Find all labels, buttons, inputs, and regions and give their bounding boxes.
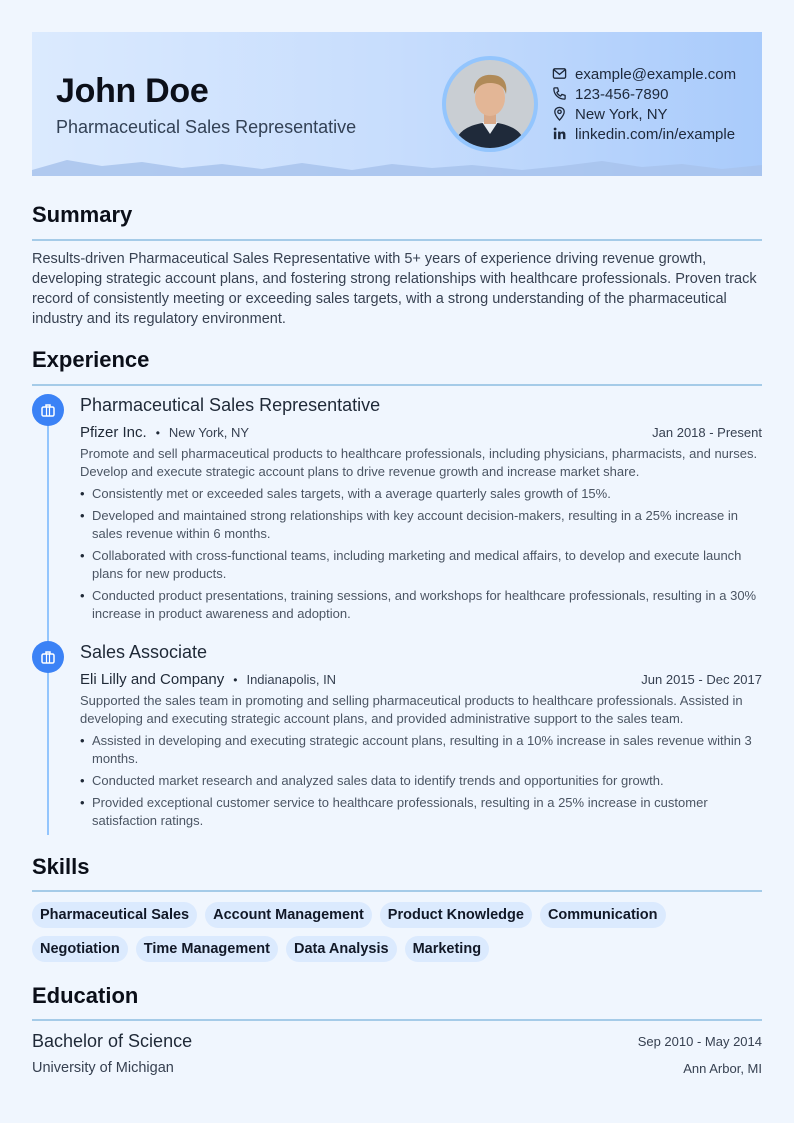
skills-heading: Skills <box>32 854 90 879</box>
briefcase-icon <box>40 649 56 665</box>
job-location: Indianapolis, IN <box>246 671 337 687</box>
job-location: New York, NY <box>168 424 250 440</box>
experience-heading: Experience <box>32 347 150 372</box>
contact-email[interactable] <box>552 64 736 84</box>
skill-chip: Data Analysis <box>286 936 397 962</box>
job-2-marker <box>32 641 64 673</box>
linkedin-icon <box>552 126 568 142</box>
contact-phone-text: 123-456-7890 <box>575 85 669 103</box>
list-item: • Developed and maintained strong relationships with key account decision-makers, resulting in a 25% increase in sales revenue within 6 months. <box>80 507 762 543</box>
header-wave-decoration <box>32 158 762 176</box>
job-1 <box>80 395 762 627</box>
job-description: Supported the sales team in promoting and selling pharmaceutical products to healthcare professionals. Assisted in developing and executing strategic account plans, and provided administrative support to the sales team. <box>80 693 743 726</box>
skill-chip: Time Management <box>136 936 278 962</box>
briefcase-icon <box>40 402 56 418</box>
job-company: Pfizer Inc. <box>80 423 147 441</box>
list-item: • Assisted in developing and executing strategic account plans, resulting in a 10% increase in sales revenue within 3 months. <box>80 732 762 768</box>
education-dates: Sep 2010 - May 2014 <box>637 1034 762 1049</box>
contact-linkedin-text: linkedin.com/in/example <box>575 125 736 143</box>
job-title: Sales Associate <box>80 642 208 662</box>
list-item: • Consistently met or exceeded sales targets, with a average quarterly sales growth of 15%. <box>80 485 762 503</box>
education-location: Ann Arbor, MI <box>683 1060 762 1076</box>
phone-icon <box>552 86 568 102</box>
skill-chip: Negotiation <box>32 936 128 962</box>
education-school: University of Michigan <box>32 1060 174 1076</box>
separator-dot: • <box>155 425 160 440</box>
education-divider <box>32 1019 762 1021</box>
skill-chip: Communication <box>540 902 666 928</box>
contact-location-text: New York, NY <box>575 105 668 123</box>
contact-list <box>552 64 736 144</box>
education-heading: Education <box>32 983 139 1008</box>
job-achievements <box>80 485 762 623</box>
skills-divider <box>32 890 762 892</box>
education-row-primary <box>32 1031 762 1052</box>
summary-text: Results-driven Pharmaceutical Sales Representative with 5+ years of experience driving revenue growth, developing strategic account plans, and fostering strong relationships with healthcare professionals. Proven track record of consistently meeting or exceeding sales targets, with a strong understanding of the pharmaceutical industry and its regulatory environment. <box>32 251 757 327</box>
experience-divider <box>32 384 762 386</box>
education-degree: Bachelor of Science <box>32 1031 193 1051</box>
contact-phone[interactable] <box>552 84 736 104</box>
job-meta <box>80 421 762 443</box>
job-title: Pharmaceutical Sales Representative <box>80 395 381 415</box>
skills-list <box>32 902 762 962</box>
skill-chip: Pharmaceutical Sales <box>32 902 197 928</box>
skill-chip: Product Knowledge <box>380 902 532 928</box>
contact-location <box>552 104 736 124</box>
mail-icon <box>552 66 568 82</box>
separator-dot: • <box>233 672 238 687</box>
summary-heading: Summary <box>32 202 133 227</box>
resume-header <box>32 32 762 176</box>
list-item: • Conducted product presentations, training sessions, and workshops for healthcare professionals, resulting in a 30% increase in product awareness and adoption. <box>80 587 762 623</box>
job-company: Eli Lilly and Company <box>80 670 225 688</box>
job-2 <box>80 642 762 834</box>
job-description: Promote and sell pharmaceutical products to healthcare professionals, including physicians, pharmacists, and nurses. Develop and execute strategic account plans to drive revenue growth and increase market share. <box>80 446 758 479</box>
candidate-role: Pharmaceutical Sales Representative <box>56 117 357 137</box>
list-item: • Collaborated with cross-functional teams, including marketing and medical affairs, to develop and execute launch plans for new products. <box>80 547 762 583</box>
list-item: • Provided exceptional customer service to healthcare professionals, resulting in a 25% increase in customer satisfaction ratings. <box>80 794 762 830</box>
avatar <box>442 56 538 152</box>
contact-email-text: example@example.com <box>575 65 737 83</box>
summary-divider <box>32 239 762 241</box>
job-dates: Jan 2018 - Present <box>652 424 762 440</box>
job-meta <box>80 668 762 690</box>
contact-linkedin[interactable] <box>552 124 736 144</box>
profile-photo <box>446 60 534 148</box>
education-row-secondary <box>32 1060 762 1076</box>
candidate-name: John Doe <box>56 72 209 110</box>
skill-chip: Marketing <box>405 936 490 962</box>
list-item: • Conducted market research and analyzed sales data to identify trends and opportunities for growth. <box>80 772 762 790</box>
experience-timeline <box>47 410 49 835</box>
job-achievements <box>80 732 762 830</box>
job-1-marker <box>32 394 64 426</box>
skill-chip: Account Management <box>205 902 372 928</box>
job-dates: Jun 2015 - Dec 2017 <box>641 671 762 687</box>
map-pin-icon <box>552 106 568 122</box>
